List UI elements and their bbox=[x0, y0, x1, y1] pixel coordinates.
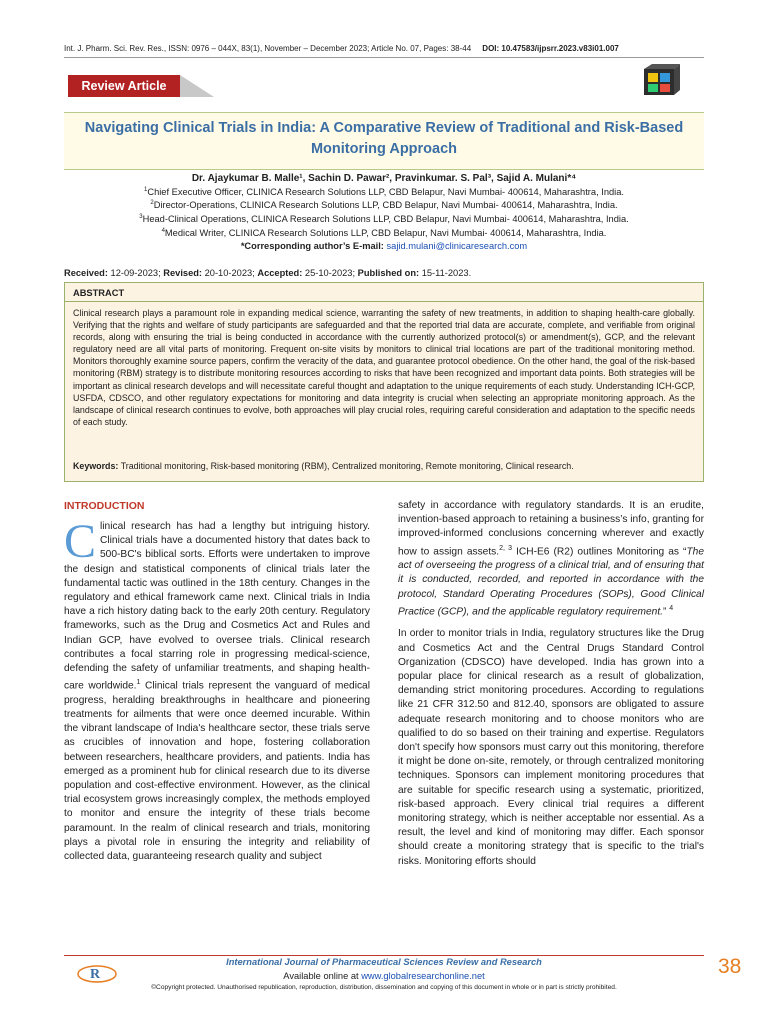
abstract-divider bbox=[64, 301, 704, 302]
badge-fold-decoration bbox=[180, 75, 214, 97]
abstract-body: Clinical research plays a paramount role in expanding medical science, warranting the safety of new treatments, in addition to shaping health-care globally. Verifying that the rights and welfare of study participants are safeguarded and that the reported trial data are accurate, complete, and verifiable from original records, along with ensuring the trial is being conducted in accordance with the currently authorized protocol(s) or amendment(s), GCP, and the relevant regulatory need are all vital parts of monitoring. Frequent on-site visits by monitors to clinical trial locations are part of the traditional monitoring method. Monitors thoroughly examine source papers, confirm the veracity of the data, and guarantee protocol obedience. On the other hand, the goal of the risk-based monitoring (RBM) strategy is to distribute monitoring resources according to risks that have been recognized and important data points. Both strategies will be important as clinical research develops and will necessitate careful thought and adaptation to the unique requirements of each study. Understanding ICH-GCP, USFDA, CDSCO, and other regulatory expectations for monitoring and data integrity is crucial when selecting an appropriate monitoring approach. As the landscape of clinical research continues to evolve, both approaches will play crucial roles, requiring careful consideration and adaptation to the specific needs of each study. bbox=[73, 308, 695, 427]
keywords-line bbox=[73, 461, 695, 471]
footer-availability: Available online at www.globalresearchonline.net bbox=[283, 971, 485, 981]
footer-journal-name: International Journal of Pharmaceutical Sciences Review and Research bbox=[226, 957, 542, 967]
right-column bbox=[398, 499, 704, 877]
journal-logo-icon bbox=[640, 63, 682, 99]
footer-url-link[interactable]: www.globalresearchonline.net bbox=[361, 971, 485, 981]
corresponding-author bbox=[64, 241, 704, 251]
section-heading-introduction: INTRODUCTION bbox=[64, 500, 145, 512]
affiliation-4: $^4$Medical Writer, CLINICA Research Solutions LLP, CBD Belapur, Navi Mumbai- 400614, Maharashtra, India. bbox=[161, 228, 607, 239]
affiliation-1: $^1$Chief Executive Officer, CLINICA Research Solutions LLP, CBD Belapur, Navi Mumbai- 400614, Maharashtra, India. bbox=[144, 187, 624, 198]
drop-cap: C bbox=[64, 515, 97, 568]
article-title: Navigating Clinical Trials in India: A Comparative Review of Traditional and Risk-Based Monitoring Approach bbox=[84, 120, 684, 157]
footer-copyright: ©Copyright protected. Unauthorised republication, reproduction, distribution, dissemination and copying of this document in whole or in part is strictly prohibited. bbox=[151, 984, 617, 991]
citation-text: Int. J. Pharm. Sci. Rev. Res., ISSN: 0976 – 044X, 83(1), November – December 2023; Article No. 07, Pages: 38-44 bbox=[64, 44, 472, 53]
keywords-label: Keywords: bbox=[73, 461, 119, 471]
header-divider bbox=[64, 57, 704, 58]
doi-text: DOI: 10.47583/ijpsrr.2023.v83i01.007 bbox=[482, 44, 619, 53]
page-number: 38 bbox=[718, 955, 742, 978]
left-column bbox=[64, 515, 370, 872]
corresponding-email-link[interactable]: sajid.mulani@clinicaresearch.com bbox=[386, 241, 528, 251]
intro-paragraph-1: Clinical research has had a lengthy but intriguing history. Clinical trials have a documented history that dates back to 500-BC's biblical sorts. Efforts were undertaken to improve the design and statistical components of clinical trials later the fundamental tactic was outlined in the 18th century. Changes in the regulatory and ethical framework came next. Clinical trials in India have a rich history dating back to the early 20th century. Regulatory frameworks, such as the Drug and Cosmetics Act and Rules and Indian GCP, have evolved to oversee trials. Clinical research contributes a focal starring role in progressing medical-science, defending the safety of unfamiliar treatments, and shaping health-care worldwide.$^1$ Clinical trials represent the vanguard of medical progress, heralding breakthroughs in healthcare and pioneering treatments for ailments that were once deemed incurable. Within the vibrant landscape of India's healthcare sector, these trials serve as crucibles of innovation and hope, fostering collaboration between researchers, healthcare providers, and patients. India has emerged as a prominent hub for clinical research due to its diverse population and cost-effective environment. However, as the clinical trial ecosystem grows increasingly complex, the methods employed to monitor and ensure the integrity of these trials become paramount. In the realm of clinical research and trials, monitoring plays a pivotal role in ensuring the integrity and reliability of collected data, guaranteeing research quality and subject bbox=[64, 515, 370, 863]
article-type-badge: Review Article bbox=[68, 75, 180, 97]
affiliation-2: $^2$Director-Operations, CLINICA Research Solutions LLP, CBD Belapur, Navi Mumbai- 400614, Maharashtra, India. bbox=[150, 200, 618, 211]
intro-paragraph-2: safety in accordance with regulatory standards. It is an erudite, invention-based approach to retaining a business’s info, granting for improved-informed conclusions concerning wherever and exactly how to assign assets.$^{2, 3}$ ICH-E6 (R2) outlines Monitoring as “The act of overseeing the progress of a clinical trial, and of ensuring that it is conducted, recorded, and reported in accordance with the protocol, Standard Operating Procedures (SOPs), Good Clinical Practice (GCP), and the applicable regulatory requirement.” $^4$ bbox=[398, 500, 704, 618]
footer-divider bbox=[64, 955, 704, 956]
affiliation-3: $^3$Head-Clinical Operations, CLINICA Research Solutions LLP, CBD Belapur, Navi Mumbai- 400614, Maharashtra, India. bbox=[139, 214, 629, 225]
intro-paragraph-3: In order to monitor trials in India, regulatory structures like the Drug and Cosmetics Act and the Central Drugs Standard Control Organization (CDSCO) have developed. India has grown into a popular place for clinical research as a result of globalization, demanding strict monitoring procedures. According to regulations like 21 CFR 312.50 and 812.40, sponsors are obligated to assure adequate research monitoring and to choose monitors who are qualified to do so based on their training and expertise. Regulators don't specify how sponsors must carry out this monitoring, therefore it might be done on-site, remotely, or through centralized monitoring techniques. Sponsors can implement monitoring procedures that are suitable for specific research using a systematic, prioritized, risk-based approach. Every clinical trial requires a different monitoring strategy, which is neither acceptable nor essential. As a result, the level and kind of monitoring may differ. Each sponsor should create a monitoring strategy that is specific to the trial's risks. Monitoring efforts should bbox=[398, 628, 704, 867]
svg-text:R: R bbox=[90, 967, 101, 982]
article-dates: Received: 12-09-2023; Revised: 20-10-2023; Accepted: 25-10-2023; Published on: 15-11-2023. bbox=[64, 268, 472, 278]
author-list: Dr. Ajaykumar B. Malle¹, Sachin D. Pawar², Pravinkumar. S. Pal³, Sajid A. Mulani*⁴ bbox=[191, 173, 577, 184]
abstract-heading: ABSTRACT bbox=[73, 288, 125, 298]
journal-citation-header bbox=[64, 44, 704, 53]
keywords-text: Traditional monitoring, Risk-based monitoring (RBM), Centralized monitoring, Remote monitoring, Clinical research. bbox=[120, 461, 574, 471]
corresponding-label: *Corresponding author’s E-mail: bbox=[240, 241, 384, 251]
